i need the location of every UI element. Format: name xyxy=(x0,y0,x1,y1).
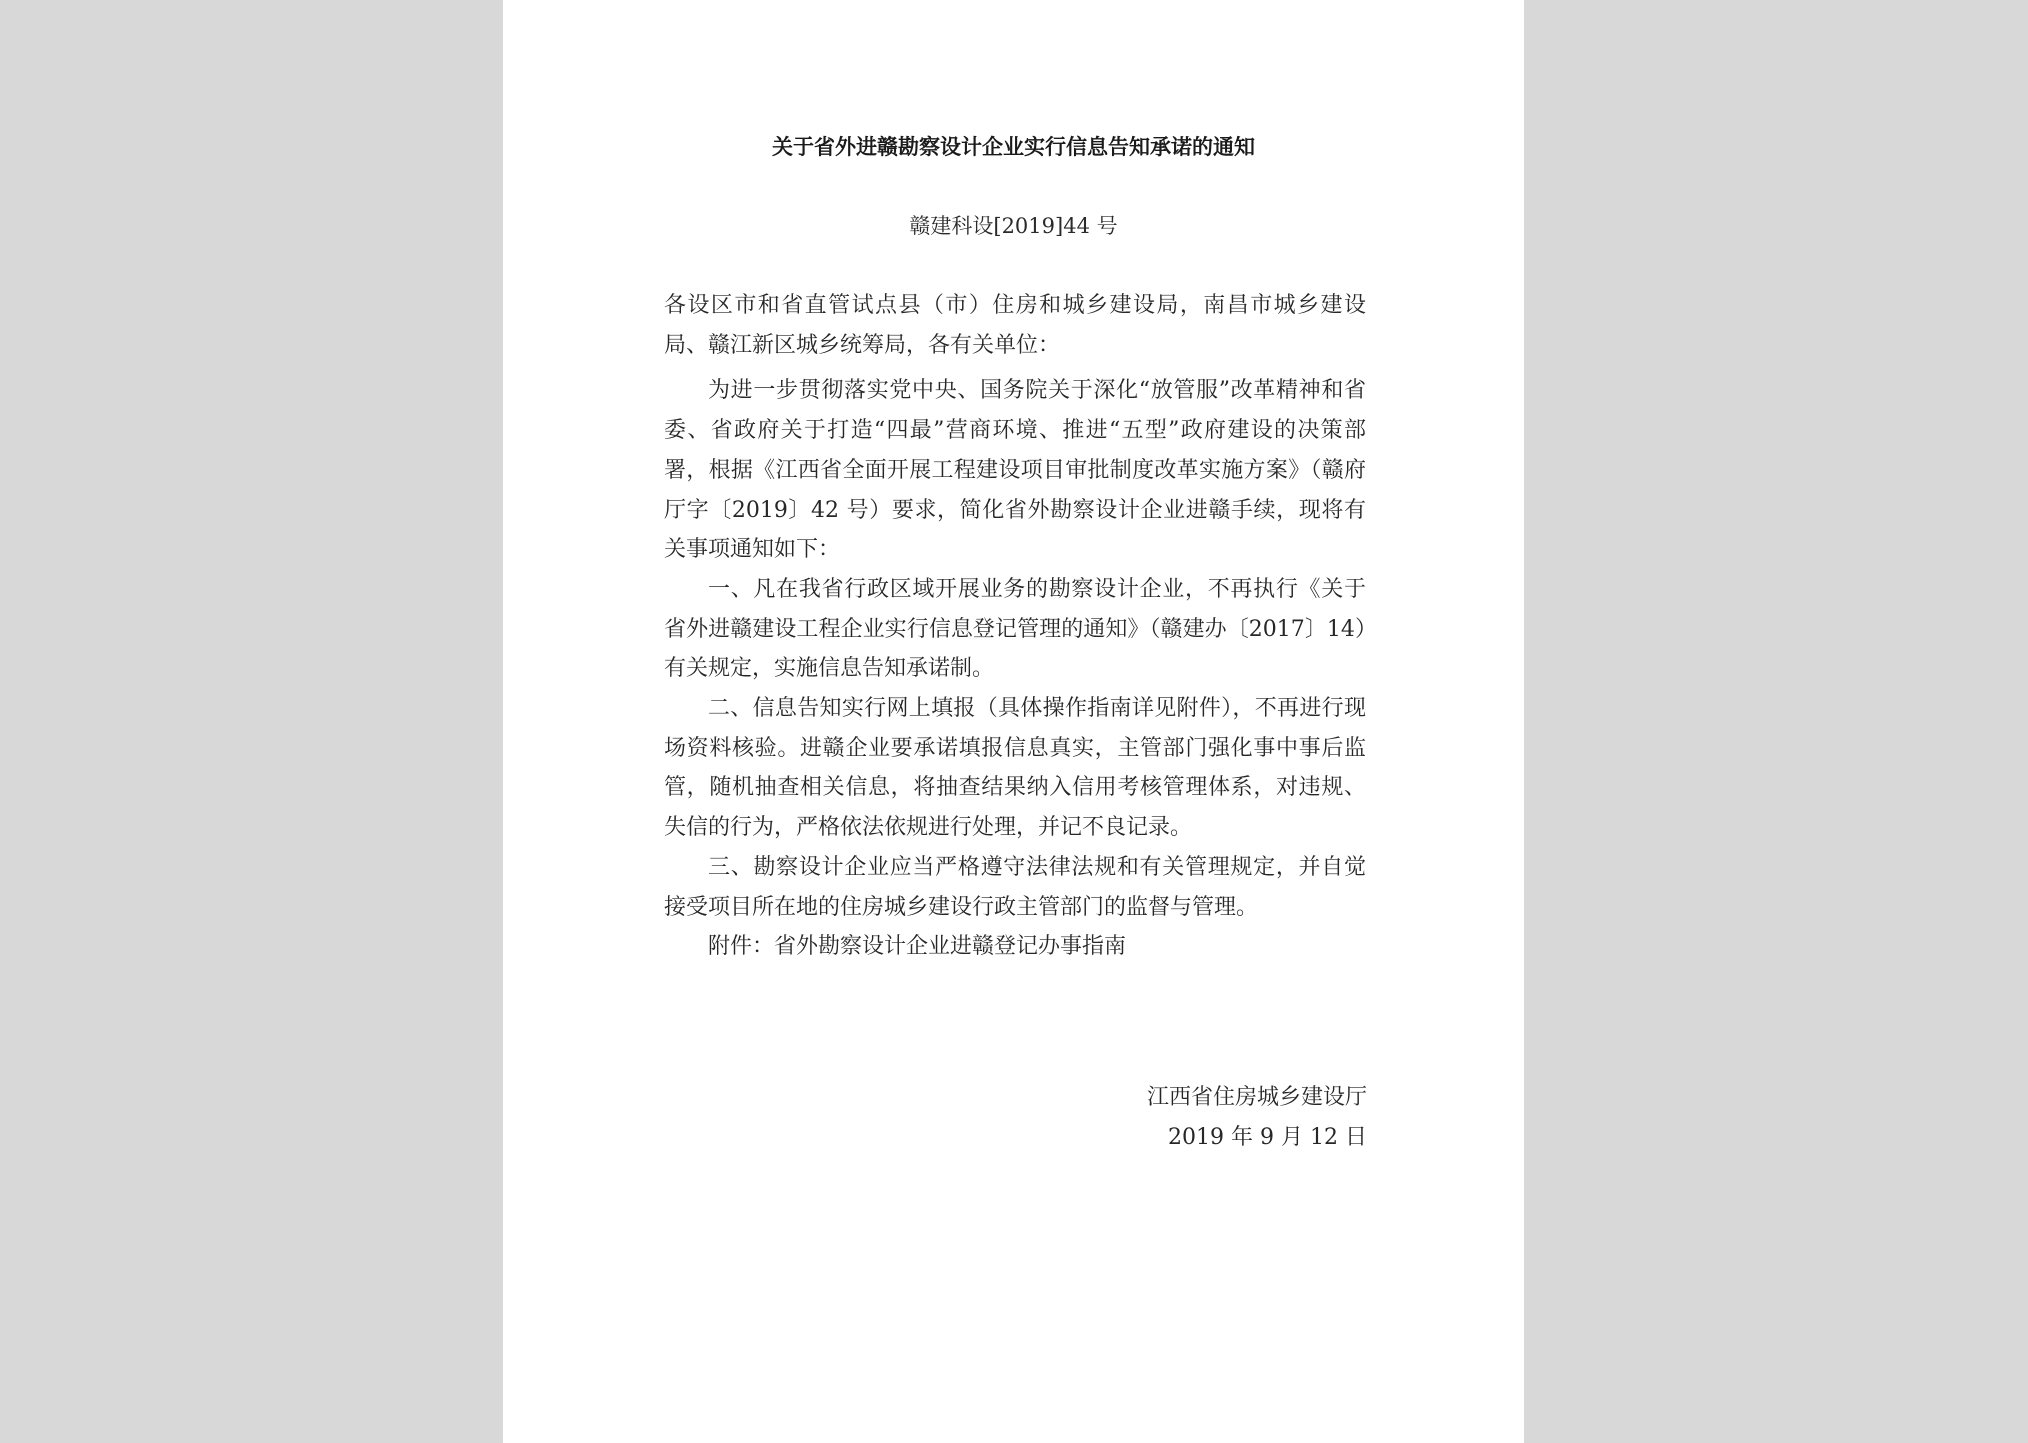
issuer-name: 江西省住房城乡建设厅 xyxy=(1146,1085,1367,1110)
issue-date: 2019 年 9 月 12 日 xyxy=(1168,1125,1367,1150)
paragraph-item-2: 二、信息告知实行网上填报（具体操作指南详见附件），不再进行现场资料核验。进赣企业要承诺填报信息真实，主管部门强化事中事后监管，随机抽查相关信息，将抽查结果纳入信用考核管理体系，对违规、失信的行为，严格依法依规进行处理，并记不良记录。 xyxy=(664,696,1366,841)
attachment-note: 附件：省外勘察设计企业进赣登记办事指南 xyxy=(708,934,1127,960)
paragraph-item-3: 三、勘察设计企业应当严格遵守法律法规和有关管理规定，并自觉接受项目所在地的住房城乡建设行政主管部门的监督与管理。 xyxy=(664,854,1366,920)
paragraph-item-1: 一、凡在我省行政区域开展业务的勘察设计企业，不再执行《关于省外进赣建设工程企业实行信息登记管理的通知》（赣建办〔2017〕14）有关规定，实施信息告知承诺制。 xyxy=(664,576,1366,682)
document-page xyxy=(503,0,1524,1443)
salutation: 各设区市和省直管试点县（市）住房和城乡建设局，南昌市城乡建设局、赣江新区城乡统筹局，各有关单位： xyxy=(664,293,1366,358)
paragraph-preamble: 为进一步贯彻落实党中央、国务院关于深化“放管服”改革精神和省委、省政府关于打造“四最”营商环境、推进“五型”政府建设的决策部署，根据《江西省全面开展工程建设项目审批制度改革实施方案》（赣府厅字〔2019〕42 号）要求，简化省外勘察设计企业进赣手续，现将有关事项通知如下： xyxy=(664,378,1366,563)
signature-block xyxy=(1147,1078,1367,1158)
document-title: 关于省外进赣勘察设计企业实行信息告知承诺的通知 xyxy=(772,135,1255,159)
document-number: 赣建科设[2019]44 号 xyxy=(909,214,1118,238)
document-body xyxy=(664,286,1366,967)
